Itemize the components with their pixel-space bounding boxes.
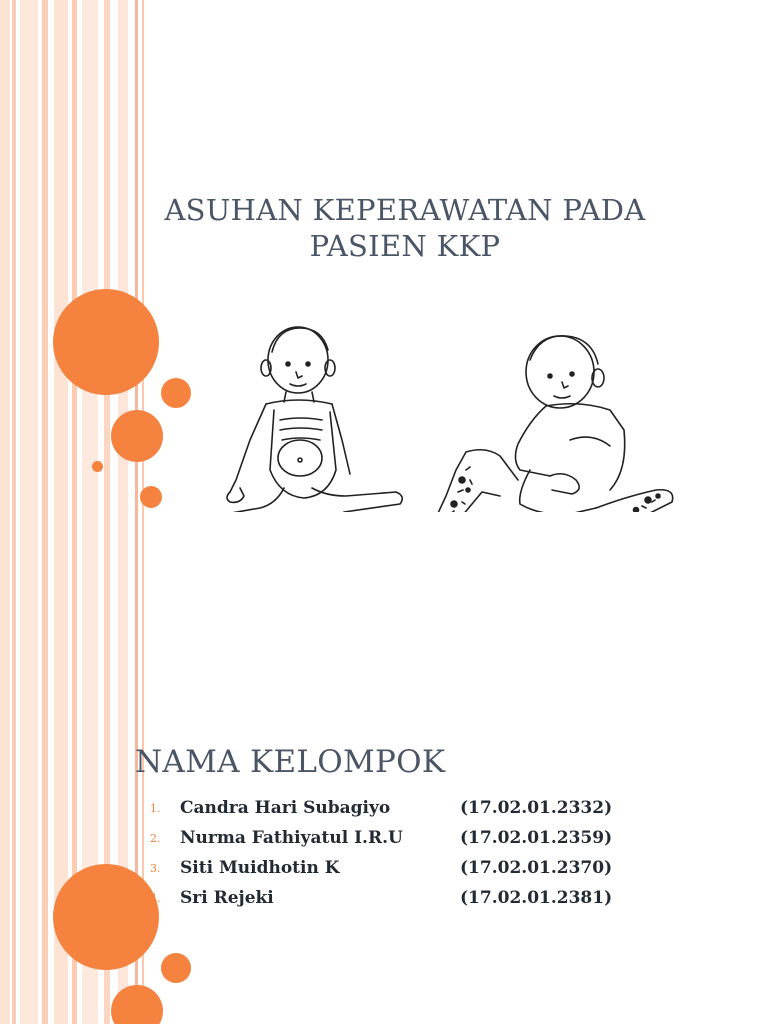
list-item xyxy=(150,856,650,886)
decorative-circle xyxy=(111,410,163,462)
child-left-drawing xyxy=(206,327,402,512)
slide-title-line1: ASUHAN KEPERAWATAN PADA xyxy=(164,193,646,227)
list-item xyxy=(150,826,650,856)
decorative-circle xyxy=(161,953,191,983)
decorative-circle-small xyxy=(92,461,103,472)
member-name: Candra Hari Subagiyo xyxy=(180,798,391,818)
list-number: 2. xyxy=(150,832,161,845)
group-heading: NAMA KELOMPOK xyxy=(135,744,446,780)
decorative-circle-large xyxy=(53,864,159,970)
member-id: (17.02.01.2370) xyxy=(460,858,613,878)
child-right-drawing xyxy=(415,336,673,512)
member-id: (17.02.01.2359) xyxy=(460,828,613,848)
decorative-circle xyxy=(111,985,163,1024)
slide-title xyxy=(120,192,690,264)
list-number: 3. xyxy=(150,862,161,875)
list-item xyxy=(150,886,650,916)
member-name: Nurma Fathiyatul I.R.U xyxy=(180,828,403,848)
list-number: 4. xyxy=(150,892,161,905)
member-name: Sri Rejeki xyxy=(180,888,274,908)
malnourished-children-illustration xyxy=(200,320,690,512)
member-id: (17.02.01.2381) xyxy=(460,888,613,908)
slide-title-line2: PASIEN KKP xyxy=(309,229,501,263)
member-list xyxy=(150,796,650,916)
member-slide xyxy=(0,512,768,1024)
decorative-circle-large xyxy=(53,289,159,395)
list-number: 1. xyxy=(150,802,161,815)
decorative-circle xyxy=(161,378,191,408)
decorative-circle xyxy=(140,486,162,508)
member-name: Siti Muidhotin K xyxy=(180,858,340,878)
list-item xyxy=(150,796,650,826)
member-id: (17.02.01.2332) xyxy=(460,798,613,818)
